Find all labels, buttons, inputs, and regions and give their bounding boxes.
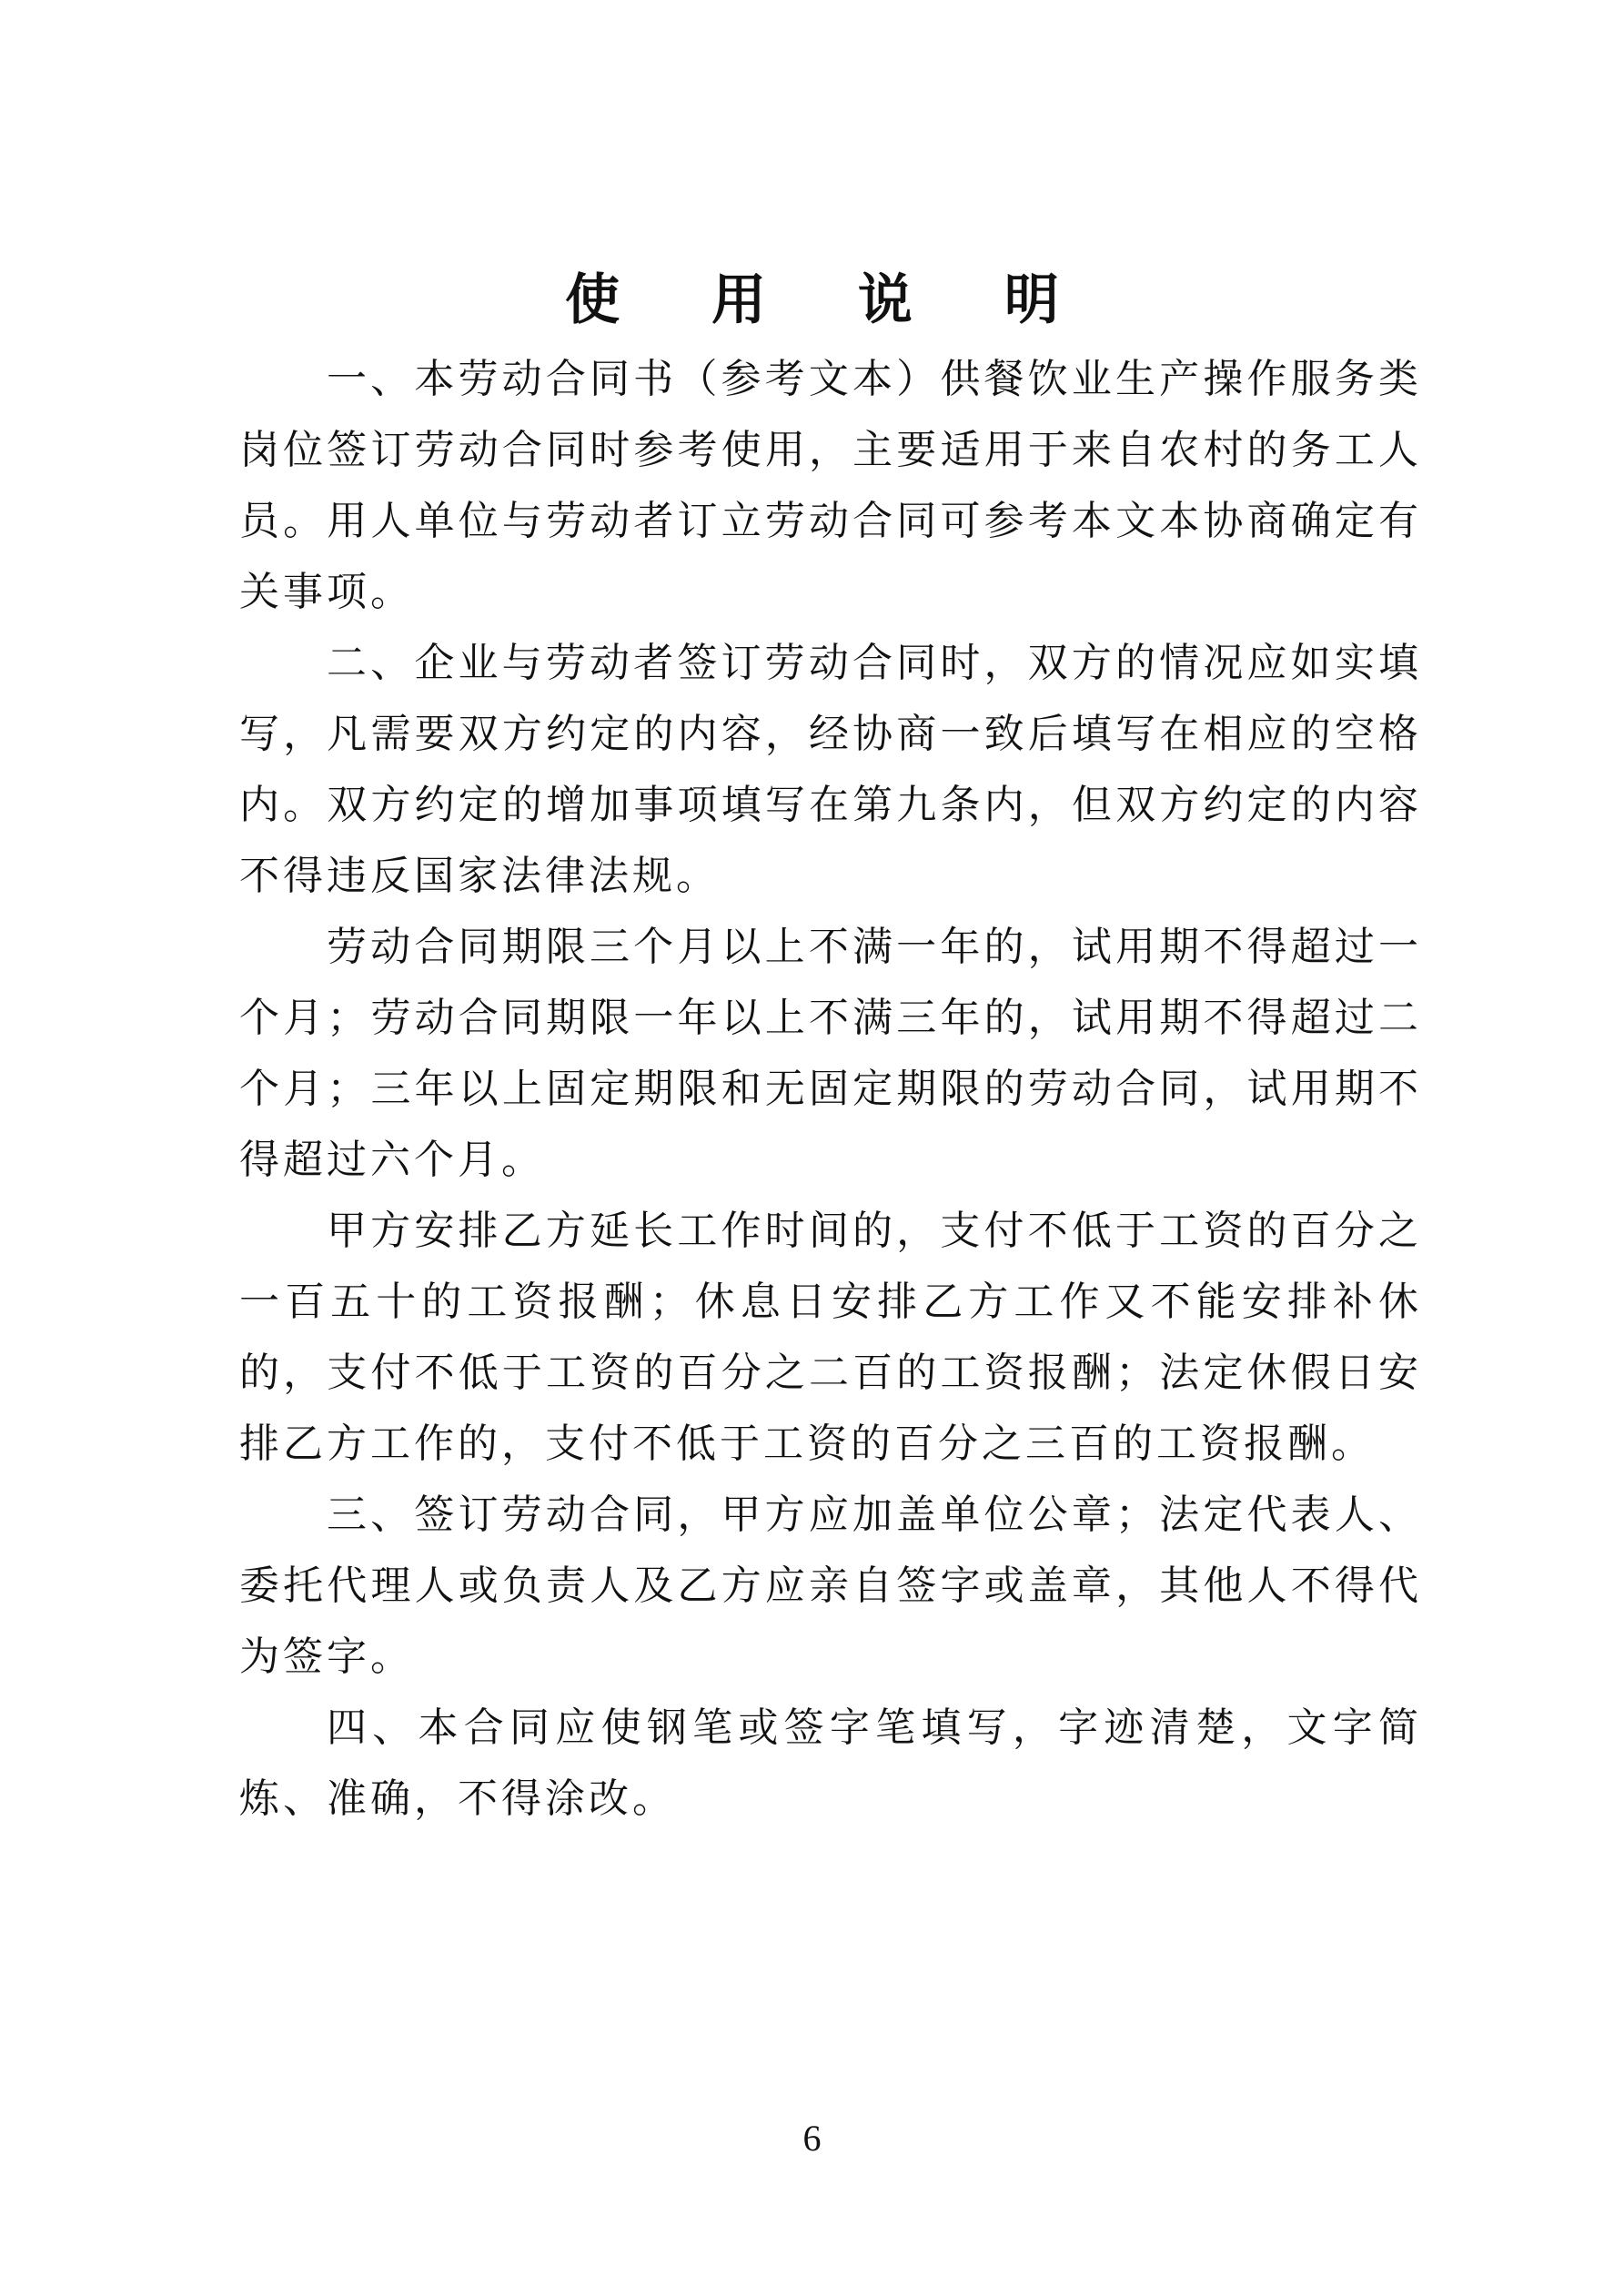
paragraph-4-overtime-pay: 甲方安排乙方延长工作时间的，支付不低于工资的百分之一百五十的工资报酬；休息日安排乙方工作又不能安排补休的，支付不低于工资的百分之二百的工资报酬；法定休假日安排乙方工作的，支付不低于工资的百分之三百的工资报酬。	[239, 1208, 1422, 1467]
paragraph-1-scope: 一、本劳动合同书（参考文本）供餐饮业生产操作服务类岗位签订劳动合同时参考使用，主要适用于来自农村的务工人员。用人单位与劳动者订立劳动合同可参考本文本协商确定有关事项。	[239, 356, 1422, 615]
paragraph-5-signing: 三、签订劳动合同，甲方应加盖单位公章；法定代表人、委托代理人或负责人及乙方应亲自签字或盖章，其他人不得代为签字。	[239, 1492, 1422, 1680]
paragraph-2-filling: 二、企业与劳动者签订劳动合同时，双方的情况应如实填写，凡需要双方约定的内容，经协商一致后填写在相应的空格内。双方约定的增加事项填写在第九条内，但双方约定的内容不得违反国家法律法规。	[239, 640, 1422, 899]
page-number: 6	[802, 2118, 822, 2159]
instructions-body	[239, 344, 1422, 1835]
page-title: 使 用 说 明	[565, 268, 1095, 332]
paragraph-6-writing: 四、本合同应使钢笔或签字笔填写，字迹清楚，文字简炼、准确，不得涂改。	[239, 1704, 1422, 1822]
paragraph-3-probation: 劳动合同期限三个月以上不满一年的，试用期不得超过一个月；劳动合同期限一年以上不满三年的，试用期不得超过二个月；三年以上固定期限和无固定期限的劳动合同，试用期不得超过六个月。	[239, 924, 1422, 1183]
